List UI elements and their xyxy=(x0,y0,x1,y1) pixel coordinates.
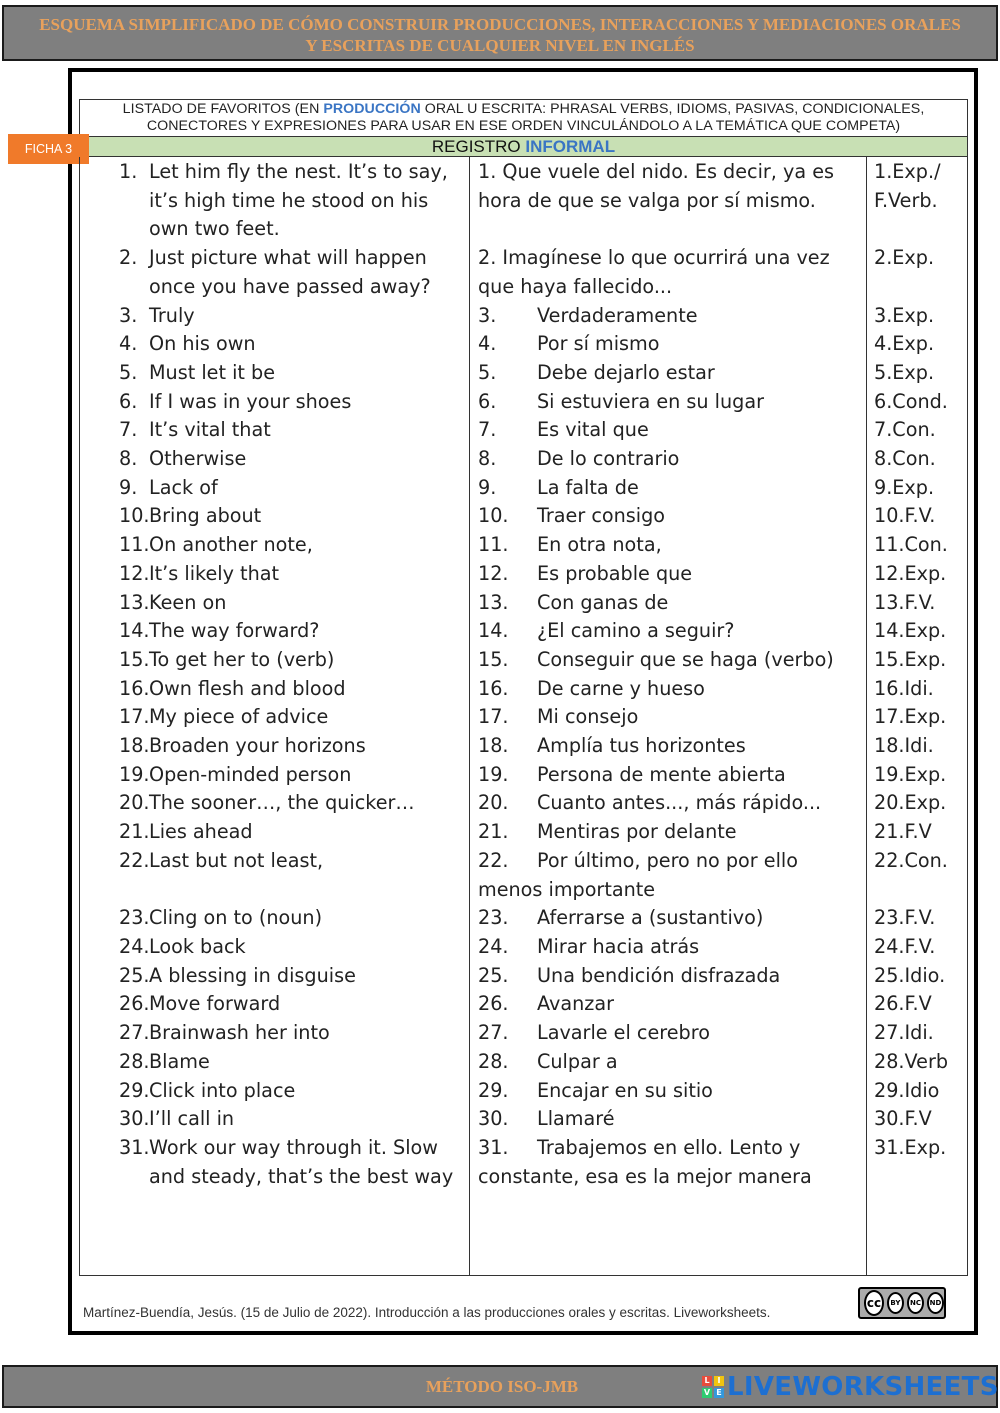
english-phrase: On another note, xyxy=(149,533,313,557)
english-number: 2. xyxy=(119,246,138,270)
category-tag: 26.F.V xyxy=(874,992,932,1016)
english-number: 28. xyxy=(119,1049,150,1073)
spanish-number: 18. xyxy=(478,734,509,758)
category-tag: 11.Con. xyxy=(874,533,948,557)
table-row xyxy=(79,732,968,761)
spanish-number: 13. xyxy=(478,590,509,614)
spanish-number: 30. xyxy=(478,1107,509,1131)
category-tag: 3.Exp. xyxy=(874,303,935,327)
category-tag: 13.F.V. xyxy=(874,590,936,614)
spanish-translation: Mi consejo xyxy=(537,705,639,729)
english-cell xyxy=(79,847,469,904)
category-tag: 8.Con. xyxy=(874,447,936,471)
english-number: 22. xyxy=(119,848,150,872)
table-row xyxy=(79,818,968,847)
english-number: 1. xyxy=(119,160,138,183)
english-phrase: On his own xyxy=(149,332,256,356)
cc-icon: cc xyxy=(864,1290,884,1316)
category-tag: 10.F.V. xyxy=(874,504,936,528)
table-row xyxy=(79,1048,968,1077)
table-row xyxy=(79,416,968,445)
spanish-number: 22. xyxy=(478,848,509,872)
english-cell xyxy=(79,244,469,301)
spanish-cell xyxy=(469,445,866,474)
table-row xyxy=(79,962,968,991)
english-number: 15. xyxy=(119,647,150,671)
english-cell xyxy=(79,302,469,331)
title-line-2: Y ESCRITAS DE CUALQUIER NIVEL EN INGLÉS xyxy=(305,36,695,55)
header-text-a: LISTADO DE FAVORITOS (EN xyxy=(122,101,324,117)
spanish-translation: Una bendición disfrazada xyxy=(537,963,781,987)
spanish-translation: Verdaderamente xyxy=(537,303,698,327)
english-cell xyxy=(79,703,469,732)
english-phrase: Otherwise xyxy=(149,447,247,471)
spanish-number: 27. xyxy=(478,1021,509,1045)
english-phrase: Cling on to (noun) xyxy=(149,906,323,930)
spanish-translation: Persona de mente abierta xyxy=(537,762,786,786)
spanish-cell xyxy=(469,904,866,933)
spanish-number: 21. xyxy=(478,820,509,844)
english-cell xyxy=(79,531,469,560)
spanish-cell xyxy=(469,646,866,675)
method-label: MÉTODO ISO-JMB xyxy=(425,1377,579,1396)
english-number: 14. xyxy=(119,619,150,643)
english-phrase: My piece of advice xyxy=(149,705,329,729)
spanish-cell xyxy=(469,302,866,331)
spanish-number: 28. xyxy=(478,1049,509,1073)
english-cell xyxy=(79,158,469,244)
english-cell xyxy=(79,560,469,589)
english-phrase: Click into place xyxy=(149,1078,296,1102)
spanish-number: 25. xyxy=(478,963,509,987)
english-cell xyxy=(79,990,469,1019)
spanish-translation: Si estuviera en su lugar xyxy=(537,389,764,413)
by-icon: BY xyxy=(887,1292,904,1314)
spanish-translation: Avanzar xyxy=(537,992,614,1016)
spanish-translation: Encajar en su sitio xyxy=(537,1078,713,1102)
table-row xyxy=(79,589,968,618)
table-row xyxy=(79,244,968,301)
english-cell xyxy=(79,445,469,474)
english-phrase: Must let it be xyxy=(149,360,276,384)
english-phrase: Broaden your horizons xyxy=(149,734,366,758)
table-row xyxy=(79,847,968,904)
english-phrase: Lies ahead xyxy=(149,820,253,844)
spanish-translation: De carne y hueso xyxy=(537,676,705,700)
english-number: 8. xyxy=(119,447,138,471)
table-row xyxy=(79,933,968,962)
english-phrase: Move forward xyxy=(149,992,281,1016)
spanish-number: 17. xyxy=(478,705,509,729)
spanish-cell xyxy=(469,703,866,732)
spanish-translation: Amplía tus horizontes xyxy=(537,734,746,758)
table-row xyxy=(79,158,968,244)
spanish-translation: Cuanto antes..., más rápido... xyxy=(537,791,822,815)
english-number: 13. xyxy=(119,590,150,614)
english-phrase: Brainwash her into xyxy=(149,1021,330,1045)
spanish-translation: Lavarle el cerebro xyxy=(537,1021,710,1045)
spanish-number: 29. xyxy=(478,1078,509,1102)
spanish-cell xyxy=(469,359,866,388)
spanish-number: 14. xyxy=(478,619,509,643)
english-number: 27. xyxy=(119,1021,150,1045)
category-tag: 2.Exp. xyxy=(874,246,935,270)
spanish-cell xyxy=(469,1077,866,1106)
table-row xyxy=(79,560,968,589)
english-number: 24. xyxy=(119,934,150,958)
english-phrase: Work our way through it. Slow and steady, that’s the best way xyxy=(149,1135,454,1188)
spanish-cell xyxy=(469,330,866,359)
spanish-translation: Por último, pero no por ello menos importante xyxy=(478,848,798,901)
spanish-cell xyxy=(469,474,866,503)
english-cell xyxy=(79,818,469,847)
spanish-cell xyxy=(469,962,866,991)
spanish-translation: En otra nota, xyxy=(537,533,662,557)
spanish-number: 16. xyxy=(478,676,509,700)
category-tag: 1.Exp./ F.Verb. xyxy=(874,160,941,212)
english-number: 6. xyxy=(119,389,138,413)
english-number: 25. xyxy=(119,963,150,987)
spanish-translation: Con ganas de xyxy=(537,590,669,614)
spanish-number: 12. xyxy=(478,561,509,585)
english-number: 10. xyxy=(119,504,150,528)
spanish-number: 11. xyxy=(478,533,509,557)
spanish-cell xyxy=(469,1134,866,1191)
logo-grid-icon xyxy=(702,1376,724,1398)
category-tag: 22.Con. xyxy=(874,848,948,872)
table-row xyxy=(79,703,968,732)
register-label: REGISTRO xyxy=(431,137,526,156)
spanish-cell xyxy=(469,416,866,445)
english-cell xyxy=(79,675,469,704)
table-row xyxy=(79,1134,968,1191)
english-cell xyxy=(79,359,469,388)
english-number: 4. xyxy=(119,332,138,356)
english-phrase: Own flesh and blood xyxy=(149,676,346,700)
english-number: 12. xyxy=(119,561,150,585)
table-row xyxy=(79,531,968,560)
category-tag: 6.Cond. xyxy=(874,389,948,413)
table-row xyxy=(79,359,968,388)
english-cell xyxy=(79,474,469,503)
english-number: 3. xyxy=(119,303,138,327)
english-number: 26. xyxy=(119,992,150,1016)
english-number: 29. xyxy=(119,1078,150,1102)
english-number: 18. xyxy=(119,734,150,758)
category-tag: 15.Exp. xyxy=(874,647,947,671)
category-tag: 21.F.V xyxy=(874,820,932,844)
english-cell xyxy=(79,761,469,790)
nc-icon: NC xyxy=(907,1292,924,1314)
category-tag: 18.Idi. xyxy=(874,734,934,758)
english-phrase: Just picture what will happen once you have passed away? xyxy=(149,246,431,298)
spanish-translation: Debe dejarlo estar xyxy=(537,360,715,384)
english-cell xyxy=(79,789,469,818)
spanish-translation: Es vital que xyxy=(537,418,649,442)
english-cell xyxy=(79,962,469,991)
spanish-number: 9. xyxy=(478,475,497,499)
english-cell xyxy=(79,933,469,962)
english-cell xyxy=(79,1134,469,1191)
spanish-number: 8. xyxy=(478,447,497,471)
english-phrase: A blessing in disguise xyxy=(149,963,356,987)
english-cell xyxy=(79,416,469,445)
table-row xyxy=(79,761,968,790)
english-cell xyxy=(79,330,469,359)
table-row xyxy=(79,502,968,531)
english-number: 17. xyxy=(119,705,150,729)
table-row xyxy=(79,646,968,675)
english-cell xyxy=(79,502,469,531)
spanish-number: 6. xyxy=(478,389,497,413)
english-phrase: Blame xyxy=(149,1049,210,1073)
table-row xyxy=(79,990,968,1019)
english-number: 31. xyxy=(119,1135,150,1159)
logo-letter-e: E xyxy=(714,1388,724,1398)
english-number: 21. xyxy=(119,820,150,844)
spanish-translation: 1. Que vuele del nido. Es decir, ya es hora de que se valga por sí mismo. xyxy=(478,160,834,212)
spanish-cell xyxy=(469,1019,866,1048)
spanish-cell xyxy=(469,502,866,531)
english-number: 20. xyxy=(119,791,150,815)
logo-letter-i: I xyxy=(714,1376,724,1386)
spanish-translation: Por sí mismo xyxy=(537,332,660,356)
english-phrase: Bring about xyxy=(149,504,262,528)
english-phrase: Keen on xyxy=(149,590,227,614)
ficha-tag: FICHA 3 xyxy=(8,134,89,164)
table-row xyxy=(79,617,968,646)
table-row xyxy=(79,1105,968,1134)
spanish-number: 23. xyxy=(478,906,509,930)
spanish-cell xyxy=(469,789,866,818)
spanish-translation: Trabajemos en ello. Lento y constante, esa es la mejor manera xyxy=(478,1135,812,1188)
spanish-cell xyxy=(469,675,866,704)
list-header xyxy=(79,99,968,136)
english-number: 5. xyxy=(119,360,138,384)
spanish-translation: Llamaré xyxy=(537,1107,615,1131)
vocabulary-rows xyxy=(79,158,968,1191)
spanish-translation: ¿El camino a seguir? xyxy=(537,619,735,643)
category-tag: 20.Exp. xyxy=(874,791,947,815)
spanish-number: 24. xyxy=(478,934,509,958)
english-phrase: If I was in your shoes xyxy=(149,389,352,413)
table-row xyxy=(79,789,968,818)
english-phrase: The way forward? xyxy=(149,619,320,643)
spanish-cell xyxy=(469,617,866,646)
category-tag: 24.F.V. xyxy=(874,934,936,958)
english-number: 30. xyxy=(119,1107,150,1131)
table-row xyxy=(79,474,968,503)
english-phrase: Let him fly the nest. It’s to say, it’s high time he stood on his own two feet. xyxy=(149,160,448,241)
english-number: 7. xyxy=(119,418,138,442)
english-number: 19. xyxy=(119,762,150,786)
spanish-number: 7. xyxy=(478,418,497,442)
english-phrase: Lack of xyxy=(149,475,218,499)
spanish-cell xyxy=(469,244,866,301)
citation: Martínez-Buendía, Jesús. (15 de Julio de 2022). Introducción a las producciones orales y escritas. Liveworksheets. xyxy=(83,1305,771,1320)
category-tag: 14.Exp. xyxy=(874,619,947,643)
spanish-number: 4. xyxy=(478,332,497,356)
category-tag: 4.Exp. xyxy=(874,332,935,356)
category-tag: 25.Idio. xyxy=(874,963,946,987)
spanish-translation: La falta de xyxy=(537,475,639,499)
register-bar xyxy=(79,136,968,157)
spanish-cell xyxy=(469,589,866,618)
english-cell xyxy=(79,904,469,933)
category-tag: 30.F.V xyxy=(874,1107,932,1131)
category-tag: 5.Exp. xyxy=(874,360,935,384)
english-phrase: It’s vital that xyxy=(149,418,271,442)
english-cell xyxy=(79,617,469,646)
table-row xyxy=(79,388,968,417)
spanish-number: 31. xyxy=(478,1135,509,1159)
cc-license-icon xyxy=(858,1287,946,1319)
category-tag: 31.Exp. xyxy=(874,1135,947,1159)
table-row xyxy=(79,445,968,474)
category-tag: 9.Exp. xyxy=(874,475,935,499)
category-tag: 12.Exp. xyxy=(874,561,947,585)
category-tag: 23.F.V. xyxy=(874,906,936,930)
spanish-number: 20. xyxy=(478,791,509,815)
category-tag: 17.Exp. xyxy=(874,705,947,729)
spanish-cell xyxy=(469,732,866,761)
spanish-cell xyxy=(469,818,866,847)
header-line-2: CONECTORES Y EXPRESIONES PARA USAR EN ESE ORDEN VINCULÁNDOLO A LA TEMÁTICA QUE COMPETA) xyxy=(146,118,901,134)
spanish-translation: Es probable que xyxy=(537,561,693,585)
english-phrase: Open-minded person xyxy=(149,762,352,786)
english-number: 9. xyxy=(119,475,138,499)
spanish-number: 3. xyxy=(478,303,497,327)
spanish-translation: Culpar a xyxy=(537,1049,618,1073)
spanish-cell xyxy=(469,560,866,589)
nd-icon: ND xyxy=(927,1292,944,1314)
category-tag: 28.Verb xyxy=(874,1049,949,1073)
spanish-cell xyxy=(469,847,866,904)
spanish-translation: Conseguir que se haga (verbo) xyxy=(537,647,834,671)
spanish-translation: De lo contrario xyxy=(537,447,680,471)
spanish-translation: 2. Imagínese lo que ocurrirá una vez que haya fallecido... xyxy=(478,246,830,298)
top-title-banner xyxy=(2,5,998,61)
english-cell xyxy=(79,1048,469,1077)
english-cell xyxy=(79,388,469,417)
english-phrase: It’s likely that xyxy=(149,561,280,585)
table-row xyxy=(79,1077,968,1106)
register-highlight: INFORMAL xyxy=(525,137,616,156)
english-cell xyxy=(79,589,469,618)
spanish-translation: Mentiras por delante xyxy=(537,820,737,844)
table-row xyxy=(79,675,968,704)
table-row xyxy=(79,1019,968,1048)
spanish-cell xyxy=(469,1105,866,1134)
english-number: 16. xyxy=(119,676,150,700)
english-phrase: I’ll call in xyxy=(149,1107,235,1131)
logo-letter-v: V xyxy=(703,1388,711,1397)
bottom-banner xyxy=(2,1365,998,1408)
spanish-translation: Traer consigo xyxy=(537,504,666,528)
liveworksheets-logo[interactable] xyxy=(702,1371,999,1403)
english-cell xyxy=(79,646,469,675)
spanish-cell xyxy=(469,158,866,244)
english-cell xyxy=(79,1019,469,1048)
title-line-1: ESQUEMA SIMPLIFICADO DE CÓMO CONSTRUIR PRODUCCIONES, INTERACCIONES Y MEDIACIONES ORALES xyxy=(39,15,961,34)
spanish-cell xyxy=(469,531,866,560)
english-number: 11. xyxy=(119,533,150,557)
spanish-number: 10. xyxy=(478,504,509,528)
spanish-cell xyxy=(469,388,866,417)
english-number: 23. xyxy=(119,906,150,930)
table-row xyxy=(79,302,968,331)
spanish-translation: Mirar hacia atrás xyxy=(537,934,700,958)
english-phrase: The sooner…, the quicker… xyxy=(149,791,415,815)
logo-letter-l: L xyxy=(702,1376,712,1386)
english-cell xyxy=(79,732,469,761)
english-phrase: Truly xyxy=(149,303,195,327)
english-phrase: Last but not least, xyxy=(149,848,324,872)
category-tag: 16.Idi. xyxy=(874,676,934,700)
english-cell xyxy=(79,1105,469,1134)
table-row xyxy=(79,330,968,359)
spanish-translation: Aferrarse a (sustantivo) xyxy=(537,906,764,930)
spanish-cell xyxy=(469,990,866,1019)
logo-text: LIVEWORKSHEETS xyxy=(727,1372,999,1402)
spanish-number: 19. xyxy=(478,762,509,786)
header-highlight: PRODUCCIÓN xyxy=(323,101,421,117)
header-text-b: ORAL U ESCRITA: PHRASAL VERBS, IDIOMS, PASIVAS, CONDICIONALES, xyxy=(420,101,925,117)
category-tag: 27.Idi. xyxy=(874,1021,934,1045)
spanish-cell xyxy=(469,761,866,790)
category-tag: 7.Con. xyxy=(874,418,936,442)
spanish-number: 15. xyxy=(478,647,509,671)
spanish-cell xyxy=(469,1048,866,1077)
spanish-number: 5. xyxy=(478,360,497,384)
category-tag: 19.Exp. xyxy=(874,762,947,786)
english-phrase: Look back xyxy=(149,934,246,958)
category-tag: 29.Idio xyxy=(874,1078,940,1102)
spanish-number: 26. xyxy=(478,992,509,1016)
spanish-cell xyxy=(469,933,866,962)
table-row xyxy=(79,904,968,933)
english-phrase: To get her to (verb) xyxy=(149,647,335,671)
english-cell xyxy=(79,1077,469,1106)
